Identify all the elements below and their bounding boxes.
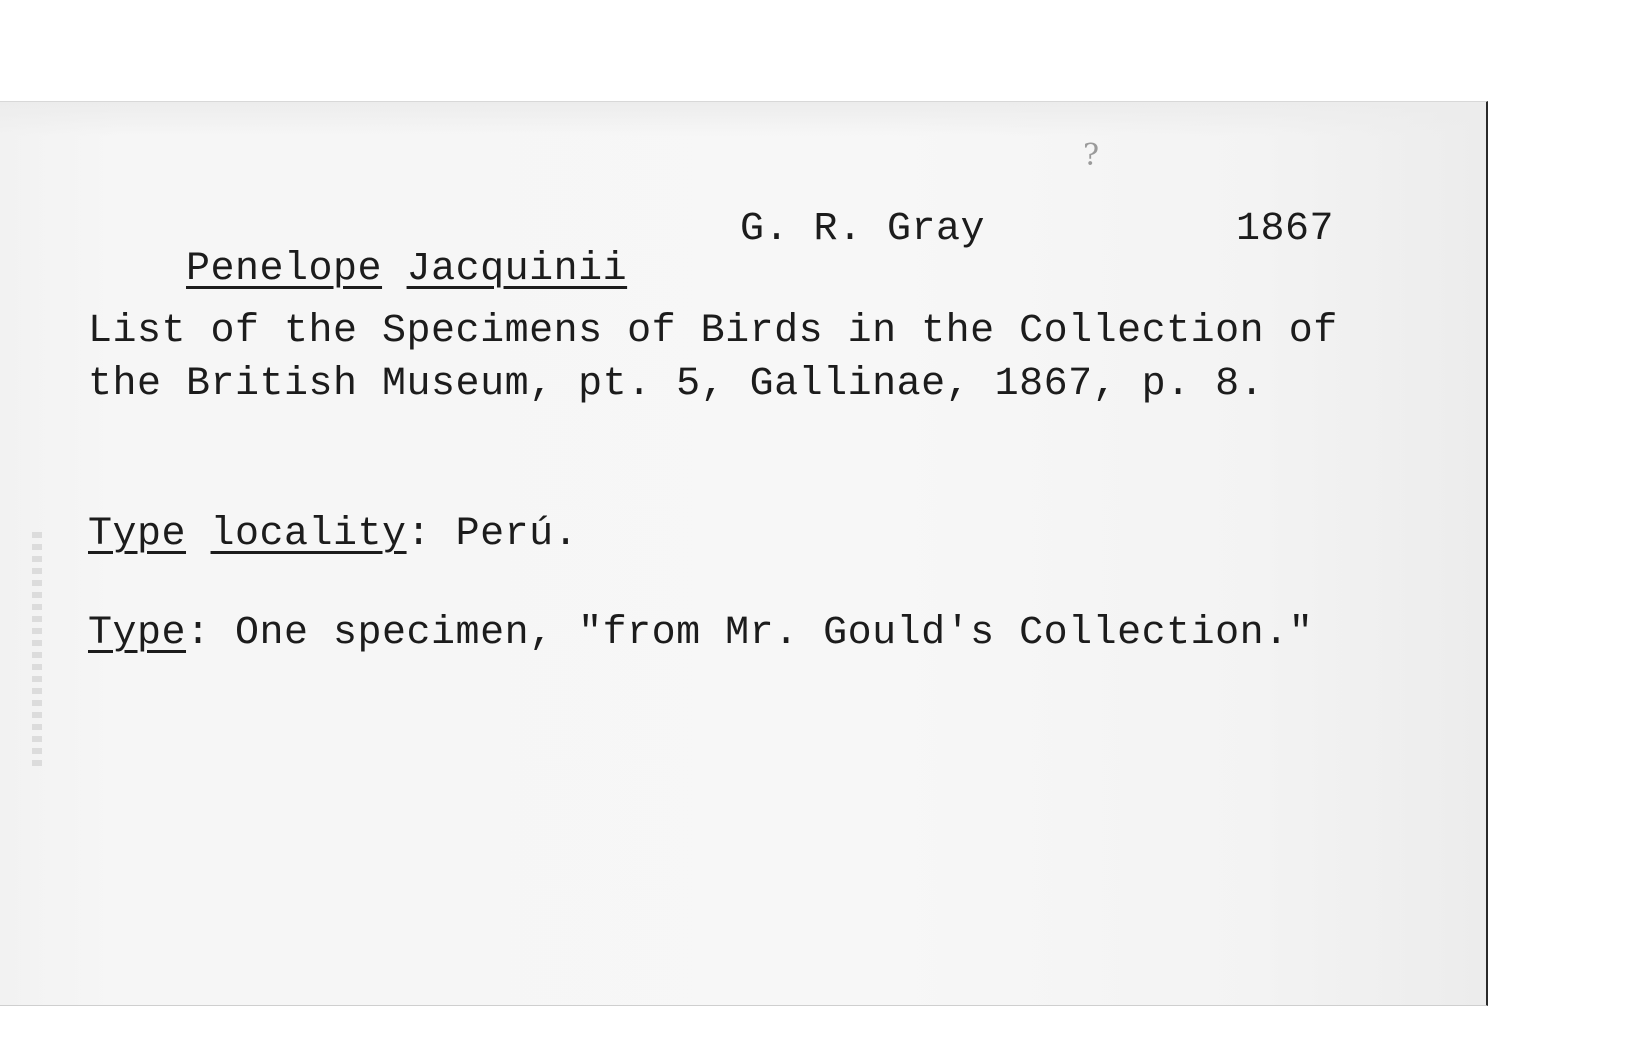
- type-locality-label-word1: Type: [88, 512, 187, 557]
- author-name: G. R. Gray: [740, 207, 986, 252]
- year: 1867: [1236, 207, 1335, 252]
- species-name: Jacquinii: [406, 247, 628, 292]
- edge-stain: [32, 532, 42, 772]
- genus-name: Penelope: [186, 247, 383, 292]
- reference-line-1: List of the Specimens of Birds in the Collection of: [88, 309, 1338, 354]
- reference-line-2: the British Museum, pt. 5, Gallinae, 1867, p. 8.: [88, 362, 1265, 407]
- type-locality-value: : Perú.: [406, 512, 579, 557]
- type-locality-label-word2: locality: [210, 512, 407, 557]
- index-card: [0, 101, 1488, 1006]
- type-label: Type: [88, 611, 187, 656]
- type-value: : One specimen, "from Mr. Gould's Collection.": [186, 611, 1314, 656]
- type-specimen: [88, 611, 1314, 656]
- stray-pencil-mark: ?: [1083, 138, 1100, 173]
- type-locality: [88, 512, 579, 557]
